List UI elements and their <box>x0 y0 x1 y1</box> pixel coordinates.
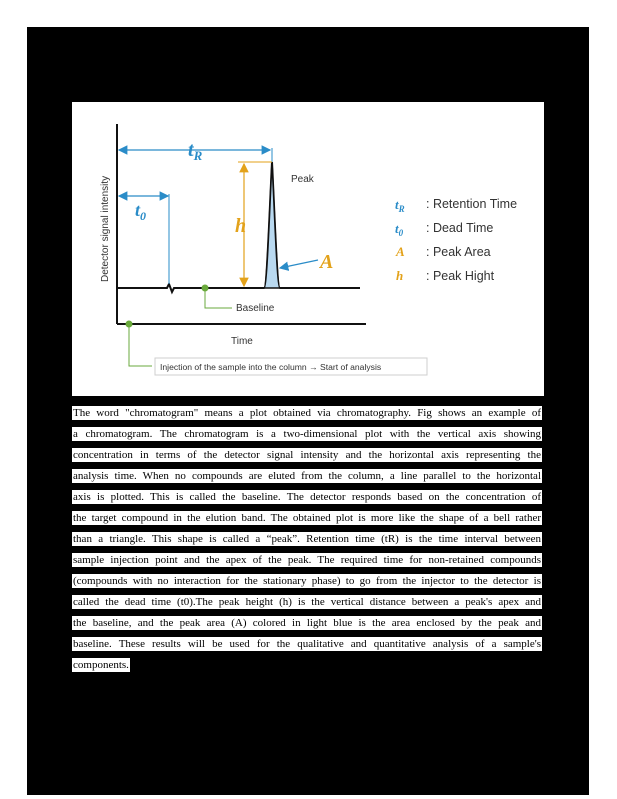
paragraph-line: the baseline, and the peak area (A) colored in light blue is the area enclosed by the peak and <box>73 617 541 629</box>
paragraph-line: called the dead time (t0).The peak height (h) is the vertical distance between a peak's apex and <box>73 596 541 608</box>
injection-label: Injection of the sample into the column → Start of analysis <box>160 362 382 372</box>
paragraph-line: baseline. These results will be used for the qualitative and quantitative analysis of a sample's <box>73 638 541 650</box>
baseline-label: Baseline <box>236 303 275 314</box>
paragraph-line: concentration in terms of the detector signal intensity and the horizontal axis representing the <box>73 449 541 461</box>
paragraph-line: (compounds with no interaction for the stationary phase) to go from the injector to the detector is <box>73 575 541 587</box>
legend-peak-hight: : Peak Hight <box>426 269 495 283</box>
paragraph-line: analysis time. When no compounds are eluted from the column, a line parallel to the horizontal <box>73 470 541 482</box>
h-symbol: h <box>235 215 247 237</box>
legend-retention-time: : Retention Time <box>426 197 518 211</box>
legend-tr-symbol: $t_R$ <box>395 197 405 214</box>
paragraph-line: sample injection point and the apex of the peak. The required time for non-retained compounds <box>73 554 541 566</box>
paragraph-line: axis is plotted. This is called the baseline. The detector responds based on the concentration of <box>73 491 541 503</box>
t0-symbol: $t_0$ <box>135 200 147 223</box>
legend-t0-symbol: $t_0$ <box>395 221 404 238</box>
legend-h-symbol: h <box>396 268 404 283</box>
a-symbol: A <box>320 251 334 273</box>
tr-symbol: $t_R$ <box>188 139 203 163</box>
injection-leader <box>129 324 152 366</box>
paragraph <box>72 405 544 678</box>
paragraph-line: a chromatogram. The chromatogram is a two-dimensional plot with the vertical axis showing <box>73 428 541 440</box>
legend <box>395 197 517 283</box>
paragraph-line: the target compound in the elution band. The obtained plot is more like the shape of a bell rather <box>73 512 541 524</box>
paragraph-line: The word "chromatogram" means a plot obtained via chromatography. Fig shows an example of <box>73 407 541 419</box>
time-label: Time <box>231 336 253 347</box>
peak-label: Peak <box>291 174 314 185</box>
legend-peak-area: : Peak Area <box>426 245 491 259</box>
y-axis-label: Detector signal intensity <box>100 175 111 282</box>
paragraph-line: components. <box>73 659 129 671</box>
paragraph-line: than a triangle. This shape is called a “peak”. Retention time (tR) is the time interval between <box>73 533 541 545</box>
legend-a-symbol: A <box>396 244 405 259</box>
baseline-leader <box>205 288 232 308</box>
chromatogram-figure <box>72 102 544 396</box>
legend-dead-time: : Dead Time <box>426 221 494 235</box>
peak-area-fill <box>264 162 280 288</box>
peak-area-arrow <box>280 260 318 268</box>
